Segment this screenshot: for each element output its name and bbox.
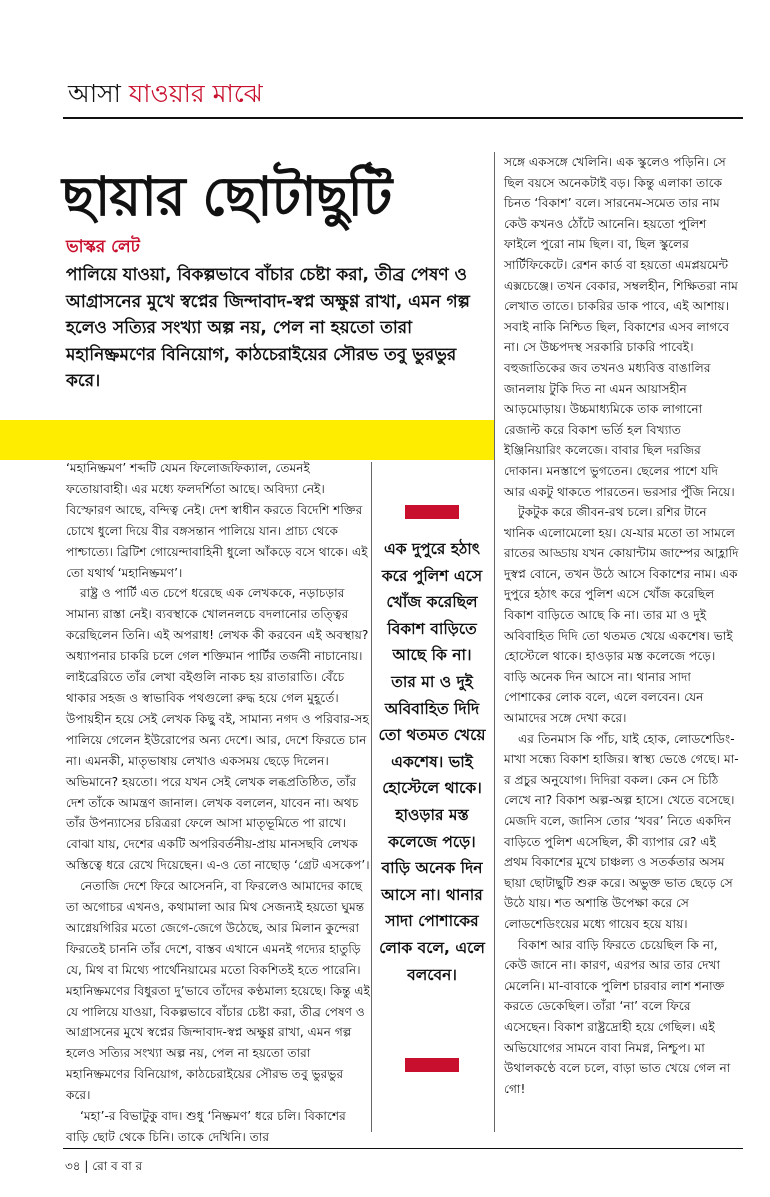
right-column [504,152,740,1099]
standfirst: পালিয়ে যাওয়া, বিকল্পভাবে বাঁচার চেষ্টা করা, তীব্র পেষণ ও আগ্রাসনের মুখে স্বপ্নের জিন্দাবাদ-স্বপ্ন অক্ষুণ্ণ রাখা, এমন গল্প হলেও সত্যির সংখ্যা অল্প নয়, পেল না হয়তো তারা মহানিষ্ক্রমণের বিনিয়োগ, কাঠচেরাইয়ের সৌরভ তবু ভুরভুর করে। [66,265,470,391]
right-paragraph: টুকটুক করে জীবন-রথ চলে। রশির টানে খানিক এলোমেলো হয়। যে-যার মতো তা সামলে রাতের আড্ডায় যখন কোয়ান্টাম জাম্পের আহ্লাদি দুস্বপ্ন বোনে, তখন উঠে আসে বিকাশের নাম। এক দুপুরে হঠাৎ করে পুলিশ এসে খোঁজ করেছিল বিকাশ বাড়িতে আছে কি না। তার মা ও দুই অবিবাহিত দিদি তো থতমত খেয়ে একশেষ। ভাই হোস্টেলে থাকে। হাওড়ার মস্ত কলেজে পড়ে। বাড়ি অনেক দিন আসে না। থানার সাদা পোশাকের লোক বলে, এলে বলবেন। যেন আমাদের সঙ্গে দেখা করে। [504,505,739,726]
right-paragraph: সঙ্গে একসঙ্গে খেলিনি। এক স্কুলেও পড়িনি। সে ছিল বয়সে অনেকটাই বড়। কিন্তু এলাকা তাকে চিনত ‘বিকাশ’ বলে। সারনেম-সমেত তার নাম কেউ কখনও ঠোঁটে আনেনি। হয়তো পুলিশ ফাইলে পুরো নাম ছিল। বা, ছিল স্কুলের সার্টিফিকেটে। রেশন কার্ড বা হয়তো এমপ্লয়মেন্ট এক্সচেঞ্জে। তখন বেকার, সম্বলহীন, শিক্ষিতরা নাম লেখাত তাতে। চাকরির ডাক পাবে, এই আশায়। সবাই নাকি নিশ্চিত ছিল, বিকাশের এসব লাগবে না। সে উচ্চপদস্থ সরকারি চাকরি পাবেই। বহুজাতিকের জব তখনও মধ্যবিত্ত বাঙালির জানলায় টুকি দিত না এমন আয়াসহীন আড়মোড়ায়। উচ্চমাধ্যমিকে তাক লাগানো রেজাল্ট করে বিকাশ ভর্তি হল বিখ্যাত ইঞ্জিনিয়ারিং কলেজে। বাবার ছিল দরজির দোকান। মনস্তাপে ভুগতেন। ছেলের পাশে যদি আর একটু থাকতে পারতেন। ভরসার পুঁজি নিয়ে। [504,155,738,499]
page-number: ৩৪ [65,1159,81,1173]
left-paragraph: ‘মহানিষ্ক্রমণ’ শব্দটি যেমন ফিলোজফিক্যাল, তেমনই ফতোয়াবাহী। এর মধ্যে ফলদর্শিতা আছে। অবিদ্যা নেই। বিস্ফোরণ আছে, বন্দিত্ব নেই। দেশ স্বাধীন করতে বিদেশি শক্তির চোখে ধুলো দিয়ে বীর বঙ্গসন্তান পালিয়ে যান। প্রাচ্য থেকে পাশ্চাত্যে। ব্রিটিশ গোয়েন্দাবাহিনী ধুলো আঁকড়ে বসে থাকে। এই তো যথার্থ ‘মহানিষ্ক্রমণ’। [66,461,368,580]
footer-rule [63,1148,743,1149]
pull-quote: এক দুপুরে হঠাৎ করে পুলিশ এসে খোঁজ করেছিল বিকাশ বাড়িতে আছে কি না। তার মা ও দুই অবিবাহিত দিদি তো থতমত খেয়ে একশেষ। ভাই হোস্টেলে থাকে। হাওড়ার মস্ত কলেজে পড়ে। বাড়ি অনেক দিন আসে না। থানার সাদা পোশাকের লোক বলে, এলে বলবেন। [378,540,486,984]
right-paragraph: এর তিনমাস কি পাঁচ, যাই হোক, লোডশেডিং-মাখা সন্ধ্যে বিকাশ হাজির। স্বাস্থ্য ভেঙে গেছে। মা-র প্রচুর অনুযোগ। দিদিরা বকল। কেন সে চিঠি লেখে না? বিকাশ অল্প-অল্প হাসে। খেতে বসেছে। মেজদি বলে, জানিস তোর ‘খবর’ নিতে একদিন বাড়িতে পুলিশ এসেছিল, কী ব্যাপার রে? এই প্রথম বিকাশের মুখে চাঞ্চল্য ও সতর্কতার অসম ছায়া ছোটাছুটি শুরু করে। অভুক্ত ভাত ছেড়ে সে উঠে যায়। শত অশান্তি উপেক্ষা করে সে লোডশেডিংয়ের মধ্যে গায়েব হয়ে যায়। [504,731,739,931]
pull-quote-bar-top [405,505,459,519]
folio-separator: | [84,1159,89,1173]
magazine-name: রো ব বা র [92,1159,143,1173]
author-byline: ভাস্কর লেট [66,237,140,257]
section-label-part1: আসা [68,79,121,108]
article-title: ছায়ার ছোটাছুটি [62,164,392,228]
left-paragraph: ‘মহা’-র বিভাটুকু বাদ। শুধু ‘নিষ্ক্রমণ’ ধরে চলি। বিকাশের বাড়ি ছোট থেকে চিনি। তাকে দেখিনি। তার [66,1109,346,1144]
yellow-band [0,420,495,460]
right-paragraph: বিকাশ আর বাড়ি ফিরতে চেয়েছিল কি না, কেউ জানে না। কারণ, এরপর আর তার দেখা মেলেনি। মা-বাবাকে পুলিশ চারবার লাশ শনাক্ত করতে ডেকেছিল। তাঁরা ‘না’ বলে ফিরে এসেছেন। বিকাশ রাষ্ট্রদ্রোহী হয়ে গেছিল। এই অভিযোগের সামনে বাবা নিমগ্ন, নিশ্চুপ। মা উথালকণ্ঠে বলে চলে, বাড়া ভাত খেয়ে গেল না গো! [504,937,731,1096]
left-paragraph: রাষ্ট্র ও পার্টি এত চেপে ধরেছে এক লেখককে, নড়াচড়ার সামান্য রাস্তা নেই। ব্যবস্থাকে খোলনলচে বদলানোর তত্ত্বির করেছিলেন তিনি। এই অপরাধ! লেখক কী করবেন এই অবস্থায়? অধ্যাপনার চাকরি চলে গেল শক্তিমান পার্টির তর্জনী নাচানোয়। লাইব্রেরিতে তাঁর লেখা বইগুলি নাকচ হয় রাতারাতি। বেঁচে থাকার সহজ ও স্বাভাবিক পথগুলো রুদ্ধ হয়ে গেল মুহূর্তে। উপায়হীন হয়ে সেই লেখক কিছু বই, সামান্য নগদ ও পরিবার-সহ পালিয়ে গেলেন ইউরোপের অন্য দেশে। আর, দেশে ফিরতে চান না। এমনকী, মাতৃভাষায় লেখাও একসময় ছেড়ে দিলেন। অভিমানে? হয়তো। পরে যখন সেই লেখক লব্ধপ্রতিষ্ঠিত, তাঁর দেশ তাঁকে আমন্ত্রণ জানাল। লেখক বললেন, যাবেন না। অথচ তাঁর উপন্যাসের চরিত্ররা ফেলে আসা মাতৃভূমিতে পা রাখে। বোঝা যায়, দেশের একটি অপরিবর্তনীয়-প্রায় মানসছবি লেখক অস্তিত্বে ধরে রেখে দিয়েছেন। এ-ও তো নাছোড় ‘গ্রেট এসকেপ’। [66,586,370,873]
section-label-part2: যাওয়ার মাঝে [128,79,263,108]
column-divider [494,152,495,1132]
section-label [68,78,263,110]
left-paragraph: নেতাজি দেশে ফিরে আসেননি, বা ফিরলেও আমাদের কাছে তা অগোচর এখনও, কথামালা আর মিথ সেজন্যই হয়তো ঘুমন্ত আগ্নেয়গিরির মতো জেগে-জেগে উঠেছে, আর মিলান কুন্দেরা ফিরতেই চাননি তাঁর দেশে, বাস্তব এখানে এমনই গদ্যের হাতুড়ি যে, মিথ বা মিথ্যে পার্থেনিয়ামের মতো বিকশিতই হতে পারেনি। মহানিষ্ক্রমণের বিধুরতা দু’ভাবে তাঁদের কণ্ঠমাল্য হয়েছে। কিন্তু এই যে পালিয়ে যাওয়া, বিকল্পভাবে বাঁচার চেষ্টা করা, তীব্র পেষণ ও আগ্রাসনের মুখে স্বপ্নের জিন্দাবাদ-স্বপ্ন অক্ষুণ্ণ রাখা, এমন গল্প হলেও সত্যির সংখ্যা অল্প নয়, পেল না হয়তো তারা মহানিষ্ক্রমণের বিনিয়োগ, কাঠচেরাইয়ের সৌরভ তবু ভুরভুর করে। [66,879,371,1103]
pull-quote-bar-bottom [405,1058,459,1072]
column-divider [371,462,372,1132]
left-column [66,458,371,1148]
section-rule [63,117,743,119]
folio [65,1157,142,1175]
